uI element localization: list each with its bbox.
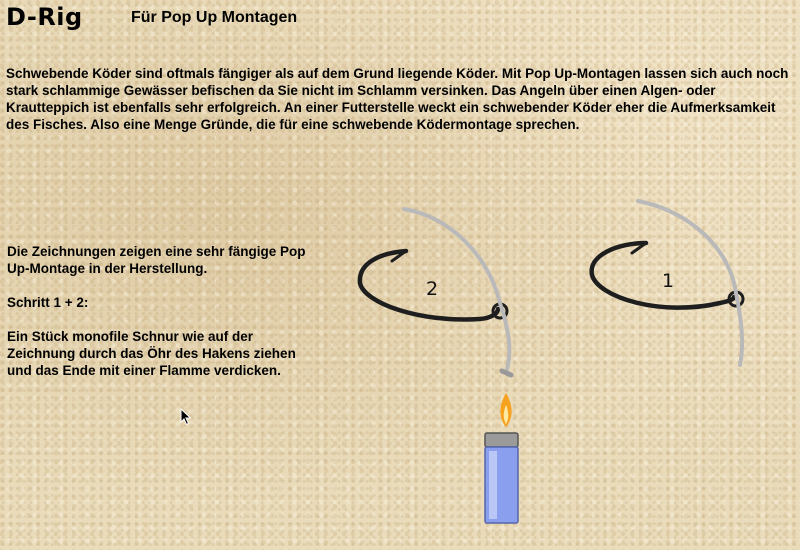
brand-title: D-Rig: [6, 3, 83, 31]
lighter-icon: [485, 393, 518, 523]
intro-paragraph: Schwebende Köder sind oftmals fängiger als auf dem Grund liegende Köder. Mit Pop Up-Montagen lassen sich auch noch stark schlammige Gewässer befischen da Sie nicht im Schlamm versinken. Das Angeln über einen Algen- oder Krautteppich ist ebenfalls sehr erfolgreich. An einer Futterstelle weckt ein schwebender Köder eher die Aufmerksamkeit des Fisches. Also eine Menge Gründe, die für eine schwebende Ködermontage sprechen.: [6, 66, 789, 132]
step-text: Ein Stück monofile Schnur wie auf der Zeichnung durch das Öhr des Hakens ziehen und das Ende mit einer Flamme verdicken.: [7, 329, 296, 378]
hook-2: [360, 209, 511, 375]
line-thickened-end: [502, 371, 511, 375]
hook-1: [592, 201, 743, 365]
monofilament-line: [638, 201, 742, 365]
page-title: Für Pop Up Montagen: [131, 9, 298, 26]
hook-label-2: 2: [426, 278, 439, 300]
monofilament-line: [404, 209, 509, 373]
hook-label-1: 1: [662, 270, 675, 292]
step-title: Schritt 1 + 2:: [7, 295, 89, 310]
rig-illustration: [340, 195, 760, 535]
drawing-description: Die Zeichnungen zeigen eine sehr fängige Pop Up-Montage in der Herstellung.: [7, 244, 306, 276]
steps-section: [7, 243, 307, 396]
mouse-cursor-icon: [180, 408, 192, 426]
